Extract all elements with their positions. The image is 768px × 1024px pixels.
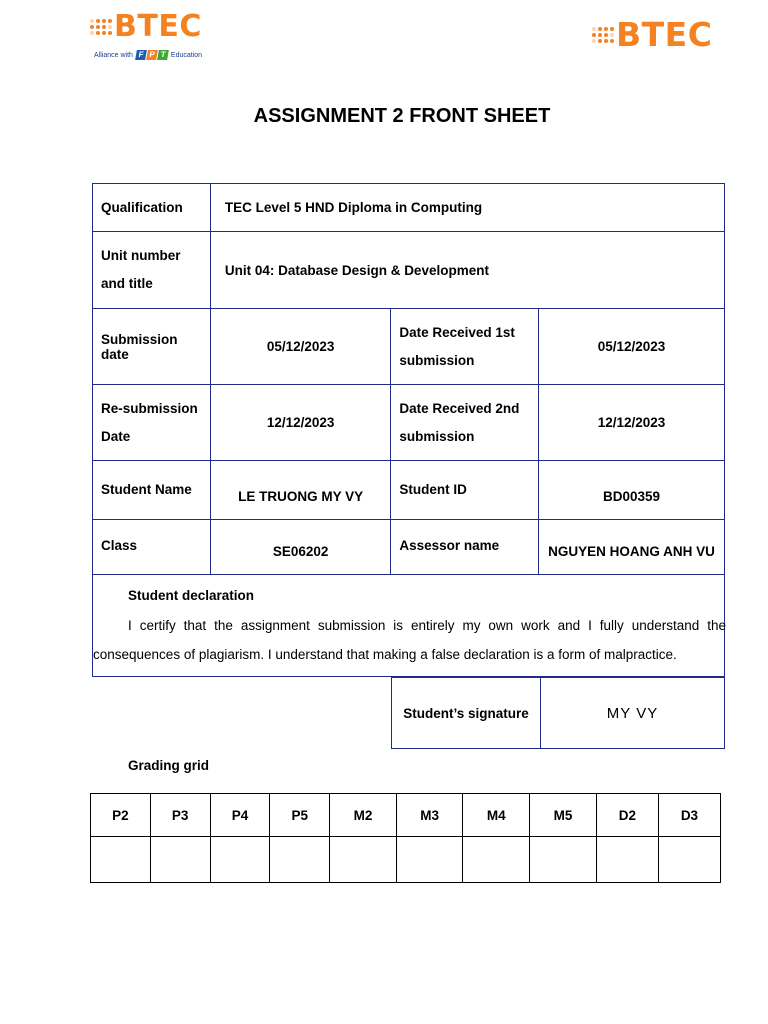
assessor-label: Assessor name [391,520,539,575]
row-class [93,520,725,575]
logo-brand-text: BTEC [114,9,202,44]
grade-header-m3: M3 [396,794,463,837]
grade-cell [91,837,151,883]
alliance-prefix: Alliance with [94,51,133,59]
submission-label: Submission date [93,309,211,385]
btec-logo-right [592,15,713,54]
resubmission-label [93,385,211,461]
row-qualification [93,184,725,232]
assessor-value: NGUYEN HOANG ANH VU [539,520,725,575]
grade-header-p5: P5 [270,794,330,837]
student-declaration-box [92,574,725,677]
grade-cell [330,837,397,883]
student-id-value: BD00359 [539,461,725,520]
page-title: ASSIGNMENT 2 FRONT SHEET [253,105,551,127]
logo-dots-icon [90,19,112,35]
grading-grid-table [90,793,721,883]
unit-value: Unit 04: Database Design & Development [210,232,724,309]
received-second-date: 12/12/2023 [539,385,725,461]
grade-header-m5: M5 [530,794,597,837]
submission-date: 05/12/2023 [210,309,390,385]
grade-header-p4: P4 [210,794,270,837]
received-first-label: Date Received 1st submission [391,309,539,385]
signature-box [391,677,725,749]
grade-cell [150,837,210,883]
class-label: Class [93,520,211,575]
front-sheet-table [92,183,725,575]
grading-value-row [91,837,721,883]
unit-label-line2: and title [101,276,153,291]
class-value: SE06202 [210,520,390,575]
student-id-label: Student ID [391,461,539,520]
grade-cell [596,837,658,883]
row-resubmission [93,385,725,461]
resubmission-label-line2: Date [101,428,131,444]
grade-header-p2: P2 [91,794,151,837]
student-name-value: LE TRUONG MY VY [210,461,390,520]
grade-header-p3: P3 [150,794,210,837]
received-second-label-line2: submission [399,428,475,444]
unit-label-line1: Unit number [101,248,181,263]
grade-cell [658,837,720,883]
received-first-date: 05/12/2023 [539,309,725,385]
grade-cell [396,837,463,883]
received-second-label [391,385,539,461]
row-student [93,461,725,520]
grade-header-m2: M2 [330,794,397,837]
signature-label: Student’s signature [392,678,541,748]
qualification-label: Qualification [93,184,211,232]
unit-label [93,232,211,309]
qualification-value: TEC Level 5 HND Diploma in Computing [210,184,724,232]
declaration-text: I certify that the assignment submission is entirely my own work and I fully understand the consequences of plagiarism. I understand that making a false declaration is a form of malpractice. [93,618,726,662]
alliance-suffix: Education [170,51,203,59]
row-unit [93,232,725,309]
grade-header-m4: M4 [463,794,530,837]
fpt-logo: F P T [136,50,168,60]
declaration-heading: Student declaration [128,588,255,603]
grading-header-row [91,794,721,837]
logo-dots-icon [592,27,614,43]
alliance-line [94,50,202,60]
resubmission-label-line1: Re-submission [101,400,198,416]
row-submission [93,309,725,385]
received-second-label-line1: Date Received 2nd [399,400,520,416]
grade-header-d3: D3 [658,794,720,837]
student-name-label: Student Name [93,461,211,520]
grade-cell [530,837,597,883]
grade-cell [463,837,530,883]
signature-value: MY VY [606,704,659,722]
grade-cell [210,837,270,883]
grade-cell [270,837,330,883]
btec-logo-left [90,9,202,44]
grading-grid-title: Grading grid [128,758,209,773]
grade-header-d2: D2 [596,794,658,837]
logo-brand-text: BTEC [616,15,713,54]
resubmission-date: 12/12/2023 [210,385,390,461]
